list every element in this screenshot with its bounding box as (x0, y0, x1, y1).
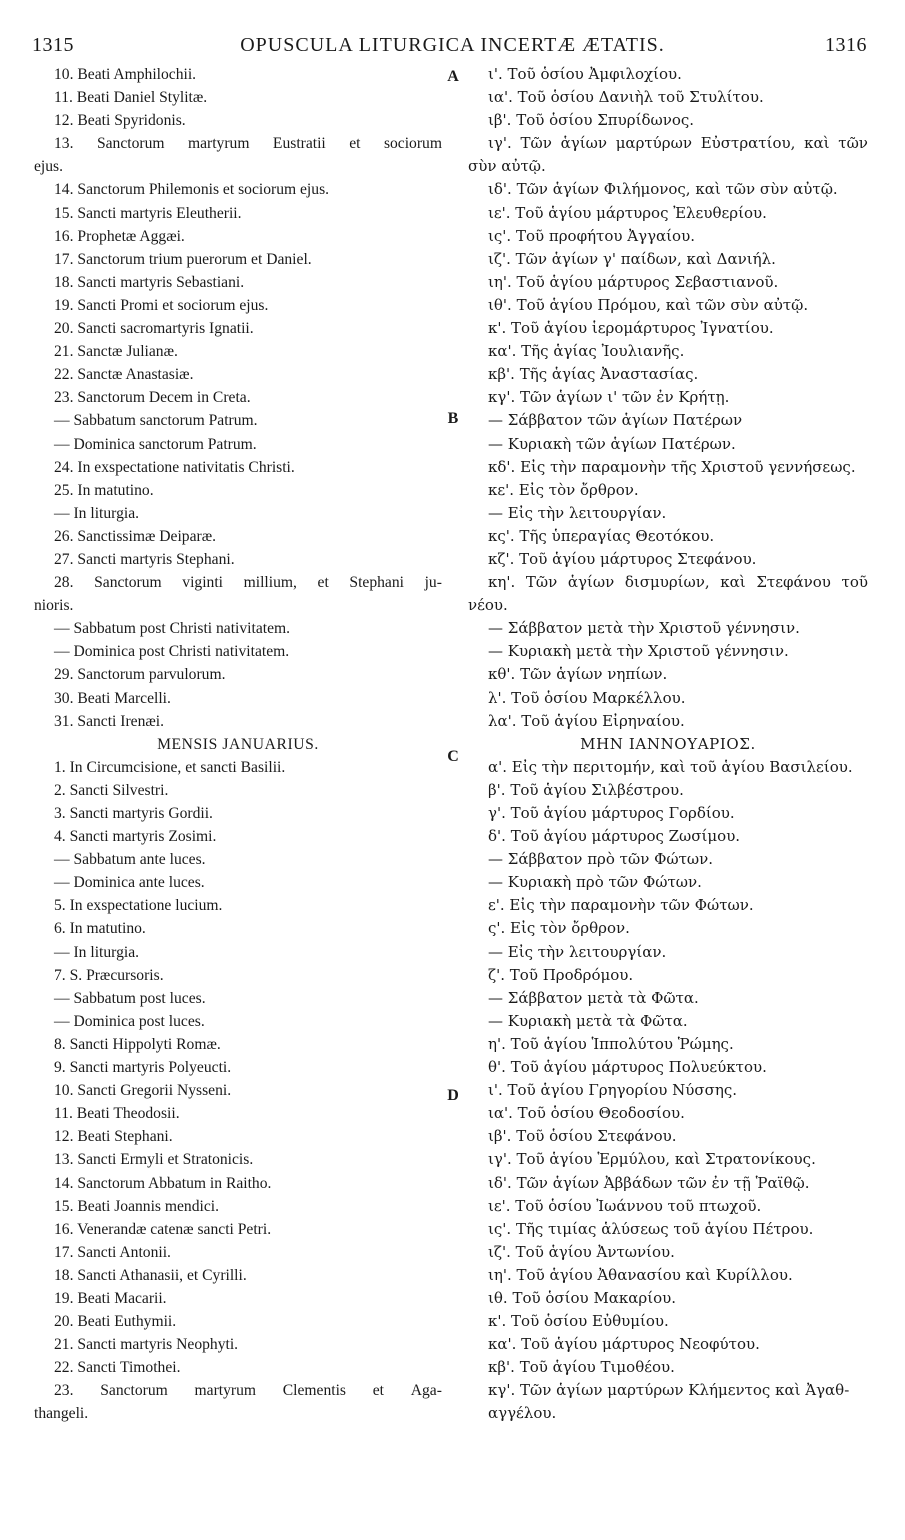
latin-entry-line: 10. Beati Amphilochii. (54, 66, 197, 83)
latin-entry-line: 16. Prophetæ Aggæi. (54, 227, 185, 245)
latin-entry-line: 7. S. Præcursoris. (54, 966, 164, 984)
latin-entry-line (34, 571, 442, 594)
latin-entry-line: 29. Sanctorum parvulorum. (54, 666, 226, 684)
greek-entry-line: λ'. Τοῦ ὁσίου Μαρκέλλου. (488, 688, 686, 707)
justified-word: sociorum (383, 135, 442, 153)
latin-entry-line: 15. Sancti martyris Eleutherii. (54, 204, 242, 222)
greek-entry-line: — Κυριακὴ μετὰ τὴν Χριστοῦ γέννησιν. (488, 642, 789, 661)
latin-entry-line: 13. Sancti Ermyli et Stratonicis. (54, 1151, 254, 1169)
justified-word: ιγ'. (488, 134, 512, 153)
justified-word: κη'. (488, 573, 516, 592)
latin-entry-line: 12. Beati Spyridonis. (54, 112, 186, 130)
justified-word: Eustratii (272, 135, 326, 153)
greek-entry-line: — Σάββατον μετὰ τὴν Χριστοῦ γέννησιν. (488, 619, 800, 638)
greek-entry-line: — Σάββατον τῶν ἁγίων Πατέρων (488, 411, 743, 430)
greek-entry-line: κβ'. Τοῦ ἁγίου Τιμοθέου. (488, 1358, 675, 1377)
greek-entry-line: — Σάββατον μετὰ τὰ Φῶτα. (488, 988, 699, 1007)
latin-entry-line: 27. Sancti martyris Stephani. (54, 550, 235, 568)
latin-entry-line: 23. Sanctorum Decem in Creta. (54, 389, 251, 407)
greek-entry-line: κα'. Τοῦ ἁγίου μάρτυρος Νεοφύτου. (488, 1335, 760, 1354)
justified-word: 13. (54, 135, 74, 153)
justified-word: αγγέλου. (488, 1404, 557, 1423)
greek-entry-line: ζ'. Τοῦ Προδρόμου. (488, 965, 634, 984)
latin-entry-line: thangeli. (34, 1405, 89, 1423)
greek-entry-line: ια'. Τοῦ ὁσίου Δανιὴλ τοῦ Στυλίτου. (488, 88, 764, 107)
latin-entry-line: — Sabbatum post luces. (54, 989, 206, 1007)
justified-word: martyrum (187, 135, 250, 153)
greek-entry-line: ι'. Τοῦ ὁσίου Ἀμφιλοχίου. (488, 65, 682, 83)
latin-entry-line: — Dominica ante luces. (54, 874, 205, 892)
justified-word: ἁγίων (567, 573, 615, 592)
greek-entry-line: — Κυριακὴ πρὸ τῶν Φώτων. (488, 873, 702, 892)
greek-entry-line: κζ'. Τοῦ ἁγίου μάρτυρος Στεφάνου. (488, 549, 757, 568)
greek-entry-line: κε'. Εἰς τὸν ὄρθρον. (488, 480, 639, 499)
latin-entry-line: 19. Beati Macarii. (54, 1289, 167, 1307)
greek-entry-line: κδ'. Εἰς τὴν παραμονὴν τῆς Χριστοῦ γεννήσεως. (488, 457, 856, 476)
latin-entry-line: 20. Beati Euthymii. (54, 1313, 177, 1331)
justified-word: 23. (54, 1382, 74, 1400)
justified-word: ju- (424, 574, 442, 592)
justified-word: μαρτύρων (615, 134, 692, 153)
greek-entry-line: ιη'. Τοῦ ἁγίου μάρτυρος Σεβαστιανοῦ. (488, 272, 779, 291)
latin-entry-line: 1. In Circumcisione, et sancti Basilii. (54, 758, 286, 776)
greek-entry-line: ιδ'. Τῶν ἁγίων Ἀββάδων τῶν ἐν τῇ Ῥαϊθῷ. (488, 1173, 810, 1192)
greek-entry-line (468, 132, 868, 155)
latin-entry-line: 16. Venerandæ catenæ sancti Petri. (54, 1220, 272, 1238)
greek-entry-line: ιζ'. Τῶν ἁγίων γ' παίδων, καὶ Δανιήλ. (488, 249, 776, 268)
latin-entry-line: 14. Sanctorum Philemonis et sociorum ejus. (54, 181, 330, 199)
greek-entry-line: ις'. Τῆς τιμίας ἁλύσεως τοῦ ἁγίου Πέτρου. (488, 1219, 814, 1238)
running-title: OPUSCULA LITURGICA INCERTÆ ÆTATIS. (240, 34, 665, 56)
justified-word: τῶν (838, 134, 868, 153)
latin-entry-line: 22. Sanctæ Anastasiæ. (54, 366, 194, 384)
greek-entry-line: ιγ'. Τοῦ ἁγίου Ἑρμύλου, καὶ Στρατονίκους. (488, 1150, 816, 1169)
greek-entry-line: γ'. Τοῦ ἁγίου μάρτυρος Γορδίου. (488, 804, 735, 822)
latin-entry-line: — In liturgia. (54, 504, 140, 522)
latin-entry-line: 22. Sancti Timothei. (54, 1359, 181, 1377)
greek-entry-line: ιε'. Τοῦ ἁγίου μάρτυρος Ἐλευθερίου. (488, 203, 767, 222)
greek-entry-line: ια'. Τοῦ ὁσίου Θεοδοσίου. (488, 1104, 685, 1123)
column-marker-b: B (447, 410, 459, 427)
justified-word: Sanctorum (100, 1382, 168, 1400)
latin-entry-line: 12. Beati Stephani. (54, 1128, 173, 1146)
justified-word: et (349, 135, 361, 153)
latin-entry-line: — Dominica post luces. (54, 1012, 205, 1030)
latin-month-heading: MENSIS JANUARIUS. (157, 735, 319, 753)
greek-entry-line: κβ'. Τῆς ἁγίας Ἀναστασίας. (488, 365, 699, 384)
justified-word: Clementis (282, 1382, 347, 1400)
latin-entry-line: — Sabbatum post Christi nativitatem. (54, 620, 291, 638)
latin-entry-line: 20. Sancti sacromartyris Ignatii. (54, 320, 254, 338)
latin-entry-line: 30. Beati Marcelli. (54, 689, 171, 707)
greek-entry-line: ιζ'. Τοῦ ἁγίου Ἀντωνίου. (488, 1242, 675, 1261)
greek-entry-line: ιβ'. Τοῦ ὁσίου Στεφάνου. (488, 1127, 677, 1146)
greek-month-heading: ΜΗΝ ΙΑΝΝΟΥΑΡΙΟΣ. (580, 734, 756, 753)
justified-word: δισμυρίων, (624, 573, 710, 592)
greek-entry-line: κς'. Τῆς ὑπεραγίας Θεοτόκου. (488, 526, 715, 545)
latin-entry-line: 3. Sancti martyris Gordii. (54, 805, 213, 822)
greek-entry-line: η'. Τοῦ ἁγίου Ἱππολύτου Ῥώμης. (488, 1034, 734, 1053)
latin-entry-line: 15. Beati Joannis mendici. (54, 1197, 220, 1215)
latin-entry-line: 4. Sancti martyris Zosimi. (54, 828, 217, 846)
justified-word: et (372, 1382, 385, 1400)
greek-entry-line: ς'. Εἰς τὸν ὄρθρον. (488, 919, 630, 938)
greek-entry-line: ιθ. Τοῦ ὁσίου Μακαρίου. (488, 1288, 677, 1307)
latin-entry-line: 8. Sancti Hippolyti Romæ. (54, 1035, 221, 1053)
greek-entry-line: κγ'. Τῶν ἁγίων ι' τῶν ἐν Κρήτῃ. (488, 388, 730, 407)
greek-entry-line: α'. Εἰς τὴν περιτομήν, καὶ τοῦ ἁγίου Βασιλείου. (488, 757, 853, 776)
latin-entry-line: 6. In matutino. (54, 920, 146, 938)
greek-entry-line: κα'. Τῆς ἁγίας Ἰουλιανῆς. (488, 342, 685, 361)
latin-entry-line: 21. Sancti martyris Neophyti. (54, 1336, 239, 1354)
greek-entry-line: κθ'. Τῶν ἁγίων νηπίων. (488, 665, 668, 684)
greek-entry-line: — Κυριακὴ τῶν ἁγίων Πατέρων. (488, 434, 736, 453)
latin-entry-line: 19. Sancti Promi et sociorum ejus. (54, 296, 269, 314)
justified-word: martyrum (194, 1382, 257, 1400)
greek-entry-line: ις'. Τοῦ προφήτου Ἀγγαίου. (488, 226, 695, 245)
page-header (0, 34, 905, 58)
greek-entry-line (468, 1402, 868, 1425)
greek-entry-line: κ'. Τοῦ ὁσίου Εὐθυμίου. (488, 1312, 669, 1331)
justified-word: Τῶν (520, 134, 552, 153)
justified-word: 28. (54, 574, 74, 592)
latin-entry-line: — Dominica post Christi nativitatem. (54, 643, 290, 661)
justified-word: millium, (243, 574, 297, 592)
latin-entry-line: — Sabbatum ante luces. (54, 851, 206, 869)
latin-entry-line: 18. Sancti Athanasii, et Cyrilli. (54, 1266, 247, 1284)
latin-entry-line: 17. Sancti Antonii. (54, 1243, 171, 1261)
greek-entry-line: — Σάββατον πρὸ τῶν Φώτων. (488, 850, 714, 869)
latin-entry-line: 31. Sancti Irenæi. (54, 712, 165, 730)
greek-entry-line: κ'. Τοῦ ἁγίου ἱερομάρτυρος Ἰγνατίου. (488, 319, 774, 338)
latin-entry-line: 2. Sancti Silvestri. (54, 781, 169, 799)
column-marker-c: C (447, 748, 459, 765)
latin-entry-line: 25. In matutino. (54, 481, 154, 499)
greek-entry-line: ιε'. Τοῦ ὁσίου Ἰωάννου τοῦ πτωχοῦ. (488, 1196, 762, 1215)
latin-entry-line: 18. Sancti martyris Sebastiani. (54, 273, 245, 291)
greek-entry-line: — Εἰς τὴν λειτουργίαν. (488, 942, 667, 961)
greek-entry-line: ιδ'. Τῶν ἁγίων Φιλήμονος, καὶ τῶν σὺν αὐτῷ. (488, 180, 838, 199)
latin-entry-line: nioris. (34, 597, 74, 615)
justified-word: Aga- (410, 1382, 442, 1400)
latin-entry-line: 9. Sancti martyris Polyeucti. (54, 1059, 232, 1077)
greek-entry-line: νέου. (468, 596, 508, 615)
justified-word: Sanctorum (96, 135, 165, 153)
greek-entry-line: ι'. Τοῦ ἁγίου Γρηγορίου Νύσσης. (488, 1081, 738, 1100)
latin-entry-line: — Dominica sanctorum Patrum. (54, 435, 257, 453)
latin-entry-line: 24. In exspectatione nativitatis Christi. (54, 458, 295, 476)
latin-entry-line: 17. Sanctorum trium puerorum et Daniel. (54, 250, 312, 268)
latin-entry-line: — Sabbatum sanctorum Patrum. (54, 412, 258, 430)
greek-entry-line: δ'. Τοῦ ἁγίου μάρτυρος Ζωσίμου. (488, 827, 741, 846)
greek-entry-line: θ'. Τοῦ ἁγίου μάρτυρος Πολυεύκτου. (488, 1058, 767, 1077)
latin-entry-line: 14. Sanctorum Abbatum in Raitho. (54, 1174, 272, 1192)
latin-entry-line: ejus. (34, 158, 64, 176)
latin-entry-line: 11. Beati Daniel Stylitæ. (54, 89, 208, 107)
greek-entry-line: σὺν αὐτῷ. (468, 157, 546, 176)
latin-entry-line: 5. In exspectatione lucium. (54, 897, 223, 915)
greek-entry-line: ιη'. Τοῦ ἁγίου Ἀθανασίου καὶ Κυρίλλου. (488, 1265, 793, 1284)
latin-entry-line: 21. Sanctæ Julianæ. (54, 343, 178, 361)
column-marker-d: D (447, 1087, 459, 1104)
page-number-left: 1315 (32, 34, 74, 56)
justified-word: τοῦ (841, 573, 868, 592)
latin-column (34, 63, 442, 1426)
greek-entry-line: β'. Τοῦ ἁγίου Σιλβέστρου. (488, 780, 684, 799)
greek-entry-line (468, 571, 868, 594)
justified-word: Εὐστρατίου, (700, 134, 796, 153)
justified-word: viginti (182, 574, 224, 592)
latin-entry-line: — In liturgia. (54, 943, 140, 961)
justified-word: ἁγίων (560, 134, 607, 153)
justified-word: Stephani (349, 574, 404, 592)
column-marker-a: A (447, 68, 459, 85)
greek-entry-line: ε'. Εἰς τὴν παραμονὴν τῶν Φώτων. (488, 896, 754, 915)
greek-entry-line: — Εἰς τὴν λειτουργίαν. (488, 503, 667, 522)
justified-word: καὶ (720, 573, 746, 592)
justified-word: et (317, 574, 329, 592)
latin-entry-line: 11. Beati Theodosii. (54, 1105, 180, 1123)
greek-entry-line: ιβ'. Τοῦ ὁσίου Σπυρίδωνος. (488, 111, 695, 130)
page-number-right: 1316 (825, 34, 867, 56)
justified-word: καὶ (804, 134, 830, 153)
greek-entry-line: κγ'. Τῶν ἁγίων μαρτύρων Κλήμεντος καὶ Ἀγαθ- (488, 1381, 850, 1400)
greek-entry-line: λα'. Τοῦ ἁγίου Εἰρηναίου. (488, 711, 685, 730)
latin-entry-line (34, 132, 442, 155)
greek-entry-line: — Κυριακὴ μετὰ τὰ Φῶτα. (488, 1011, 688, 1030)
latin-entry-line: 10. Sancti Gregorii Nysseni. (54, 1082, 232, 1100)
justified-word: Sanctorum (94, 574, 162, 592)
latin-entry-line (34, 1379, 442, 1402)
greek-column (468, 63, 868, 1426)
justified-word: Στεφάνου (756, 573, 831, 592)
greek-entry-line: ιθ'. Τοῦ ἁγίου Πρόμου, καὶ τῶν σὺν αὐτῷ. (488, 295, 809, 314)
justified-word: Τῶν (525, 573, 558, 592)
latin-entry-line: 26. Sanctissimæ Deiparæ. (54, 527, 216, 545)
